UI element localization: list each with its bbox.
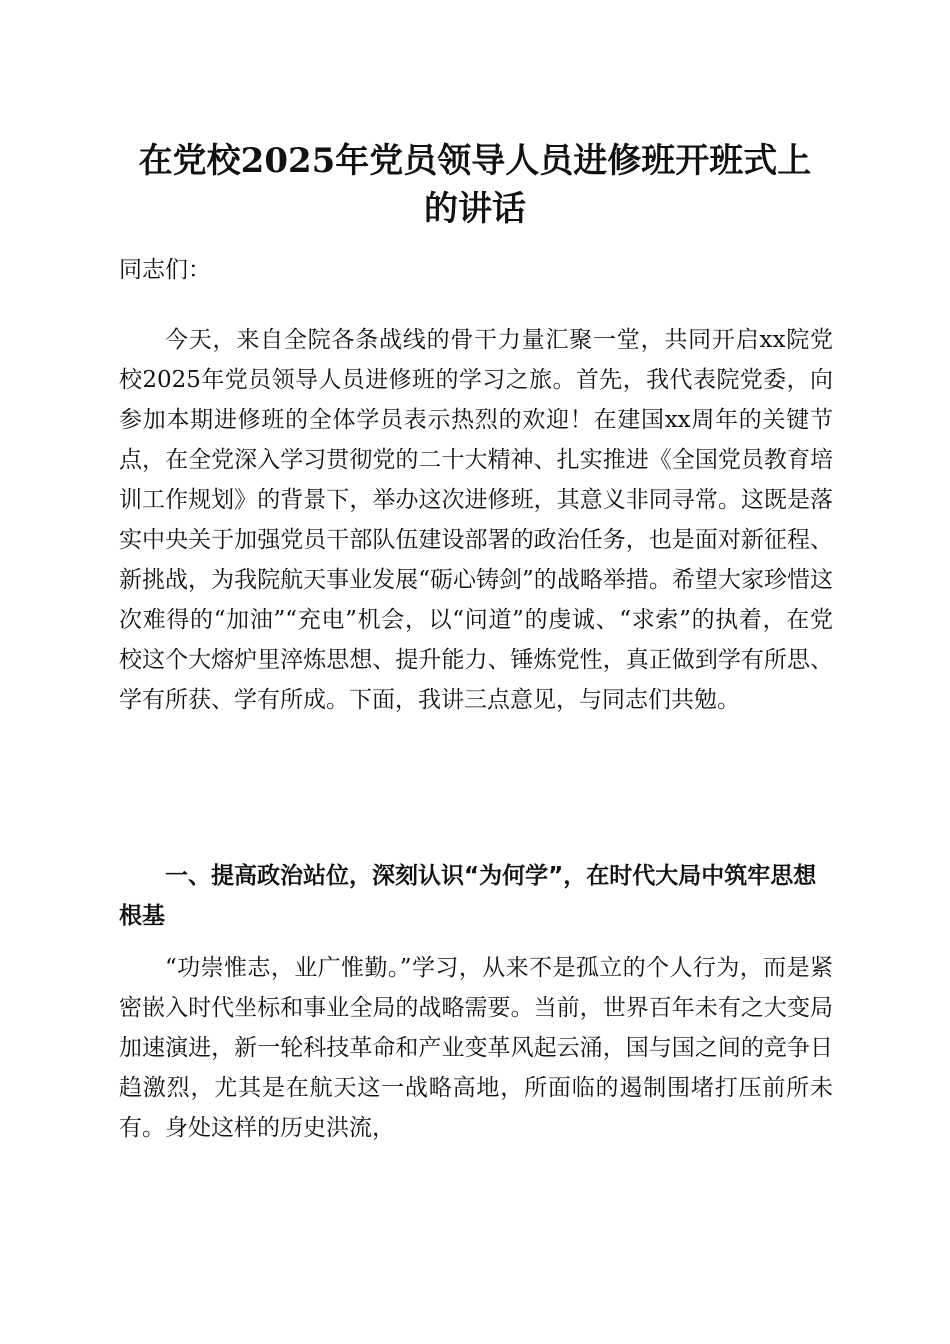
paragraph-section-1: “功崇惟志，业广惟勤。”学习，从来不是孤立的个人行为，而是紧密嵌入时代坐标和事业全局的战略需要。当前，世界百年未有之大变局加速演进，新一轮科技革命和产业变革风起云涌，国与国之间的竞争日趋激烈，尤其是在航天这一战略高地，所面临的遏制围堵打压前所未有。身处这样的历史洪流， [119, 955, 833, 1141]
paragraph-intro: 今天，来自全院各条战线的骨干力量汇聚一堂，共同开启xx院党校2025年党员领导人员进修班的学习之旅。首先，我代表院党委，向参加本期进修班的全体学员表示热烈的欢迎！在建国xx周年的关键节点，在全党深入学习贯彻党的二十大精神、扎实推进《全国党员教育培训工作规划》的背景下，举办这次进修班，其意义非同寻常。这既是落实中央关于加强党员干部队伍建设部署的政治任务，也是面对新征程、新挑战，为我院航天事业发展“砺心铸剑”的战略举措。希望大家珍惜这次难得的“加油”“充电”机会，以“问道”的虔诚、“求索”的执着，在党校这个大熔炉里淬炼思想、提升能力、锤炼党性，真正做到学有所思、学有所获、学有所成。下面，我讲三点意见，与同志们共勉。 [119, 327, 833, 713]
salutation: 同志们： [119, 257, 211, 283]
document-title-line1: 在党校2025年党员领导人员进修班开班式上 [138, 141, 812, 181]
section-heading-1: 一、提高政治站位，深刻认识“为何学”，在时代大局中筑牢思想根基 [119, 863, 817, 929]
document-title-line2: 的讲话 [424, 189, 526, 229]
